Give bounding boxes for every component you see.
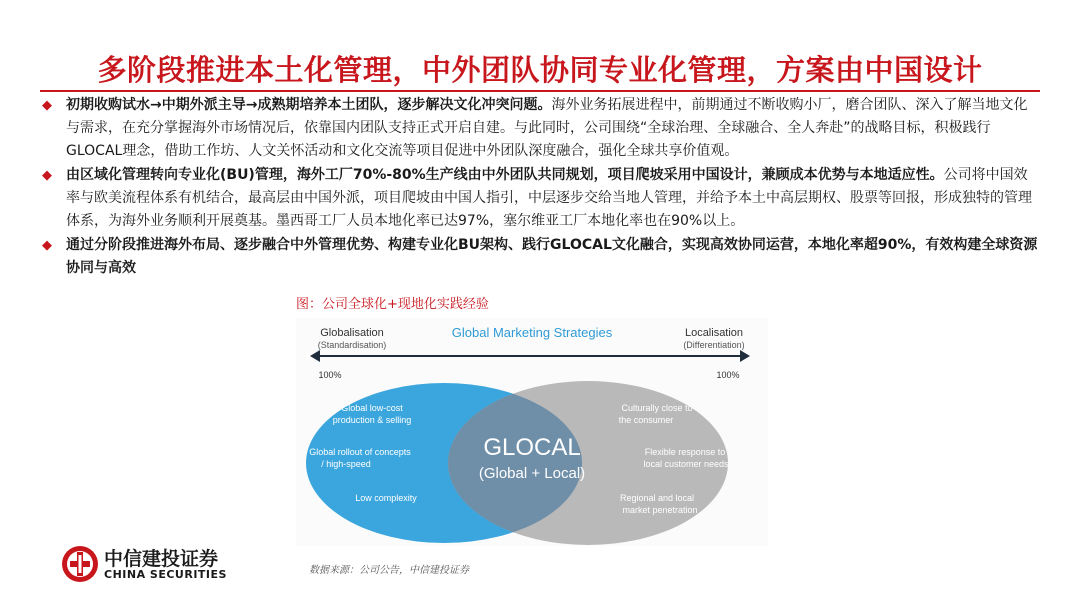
arrow-left-icon: [310, 350, 320, 362]
globalisation-sub: (Standardisation): [317, 340, 387, 350]
logo-subtitle: CHINA SECURITIES: [104, 568, 227, 581]
right-item-2b: local customer needs: [643, 459, 729, 469]
logo-name: 中信建投证券: [104, 548, 219, 570]
left-item-1b: production & selling: [332, 415, 412, 425]
bullet-2-text: 公司将中国效率与欧美流程体系有机结合，最高层由中国外派，项目爬坡由中国人指引，中层逐步交给当地人管理，并给予本土中高层期权、股票等回报，形成独特的管理体系，为海外业务顺利开展奠基。墨西哥工厂人员本地化率已达97%，塞尔维亚工厂本地化率也在90%以上。: [66, 167, 1032, 229]
diamond-icon: ◆: [42, 238, 52, 253]
bullet-1-text: 海外业务拓展进程中，前期通过不断收购小厂，磨合团队、深入了解当地文化与需求，在充分掌握海外市场情况后，依靠国内团队支持正式开启自建。与此同时，公司围绕“全球治理、全球融合、全人奔赴”的战略目标，积极践行GLOCAL理念，借助工作坊、人文关怀活动和文化交流等项目促进中外团队深度融合，强化全球共享价值观。: [66, 97, 1028, 159]
data-source: 数据来源：公司公告，中信建投证券: [309, 565, 469, 576]
localisation-sub: (Differentiation): [683, 340, 745, 350]
left-item-2b: / high-speed: [321, 459, 371, 469]
bullet-item-3: [40, 234, 1040, 280]
arrow-right-icon: [740, 350, 750, 362]
title-rule: [40, 90, 1040, 92]
left-item-3: Low complexity: [355, 493, 417, 503]
right-item-3b: market penetration: [622, 505, 698, 515]
localisation-label: Localisation: [684, 327, 744, 339]
bullet-1-bold: 初期收购试水→中期外派主导→成熟期培养本土团队，逐步解决文化冲突问题。: [66, 97, 552, 113]
bullet-list: [40, 94, 1040, 281]
right-item-1a: Culturally close to: [621, 403, 693, 413]
glocal-subtitle: (Global + Local): [478, 465, 586, 482]
figure-caption: 图：公司全球化+现地化实践经验: [296, 297, 489, 312]
citic-logo-icon: [60, 544, 100, 584]
bullet-item-2: [40, 164, 1040, 233]
glocal-title: GLOCAL: [483, 434, 581, 461]
left-item-1a: Global low-cost: [341, 403, 403, 413]
figure-heading: Global Marketing Strategies: [451, 325, 613, 340]
company-logo: [60, 542, 260, 586]
right-item-1b: the consumer: [618, 415, 674, 425]
right-item-3a: Regional and local: [619, 493, 695, 503]
bullet-item-1: [40, 94, 1040, 163]
glocal-figure: [296, 318, 768, 546]
diamond-icon: ◆: [42, 98, 52, 113]
bullet-2-bold: 由区域化管理转向专业化(BU)管理，海外工厂70%-80%生产线由中外团队共同规划，项目爬坡采用中国设计，兼顾成本优势与本地适应性。: [66, 167, 944, 183]
left-percent: 100%: [318, 370, 342, 380]
bullet-3-bold: 通过分阶段推进海外布局、逐步融合中外管理优势、构建专业化BU架构、践行GLOCAL文化融合，实现高效协同运营，本地化率超90%，有效构建全球资源协同与高效: [66, 237, 1038, 276]
right-percent: 100%: [716, 370, 740, 380]
right-item-2a: Flexible response to: [644, 447, 726, 457]
globalisation-label: Globalisation: [320, 327, 384, 339]
glocal-venn-diagram: [296, 318, 768, 546]
left-item-2a: Global rollout of concepts: [309, 447, 411, 457]
diamond-icon: ◆: [42, 168, 52, 183]
slide-title: 多阶段推进本土化管理，中外团队协同专业化管理，方案由中国设计: [97, 53, 983, 87]
